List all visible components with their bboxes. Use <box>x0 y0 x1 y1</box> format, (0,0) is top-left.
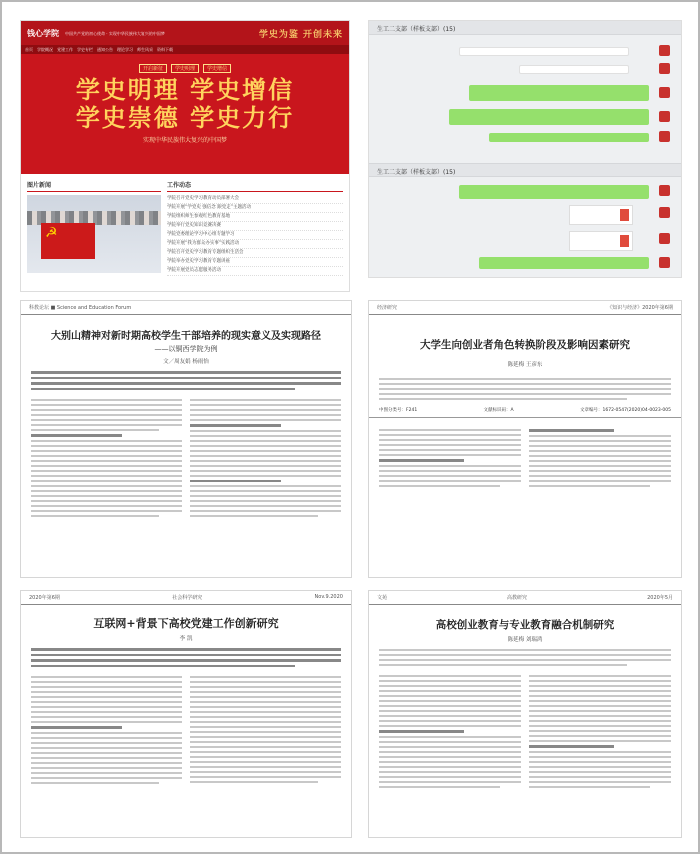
paper-1-title: 大别山精神对新时期高校学生干部培养的现实意义及实现路径 <box>51 331 321 342</box>
avatar-icon <box>659 63 670 74</box>
chat-bubble <box>479 257 649 269</box>
avatar-icon <box>659 131 670 142</box>
news-list <box>167 195 343 276</box>
avatar-icon <box>659 207 670 218</box>
banner-line-1: 学史明理 学史增信 <box>75 75 295 104</box>
work-news-title: 工作动态 <box>167 180 343 192</box>
banner-tag: 开启新征 <box>139 64 167 73</box>
avatar-icon <box>659 257 670 268</box>
paper-3-date: Nov.9.2020 <box>314 594 343 600</box>
chat-screenshot <box>368 20 682 278</box>
paper-4-body <box>369 672 681 791</box>
paper-3-body <box>21 673 351 787</box>
banner-tags <box>35 64 335 73</box>
paper-4-authors: 陈延梅 刘瑞鸿 <box>507 637 543 643</box>
nav-item[interactable]: 师生风采 <box>137 46 153 52</box>
paper-1 <box>20 300 352 578</box>
paper-1-header <box>21 301 351 315</box>
news-item[interactable]: 学院开展党员志愿服务活动 <box>167 267 343 276</box>
news-item[interactable]: 学院召开党史学习教育专题组织生活会 <box>167 249 343 258</box>
paper-4-date: 2020年5月 <box>647 595 673 601</box>
banner-line-2: 学史崇德 学史力行 <box>75 103 295 132</box>
file-attachment-icon[interactable] <box>569 231 633 251</box>
nav-item[interactable]: 党建工作 <box>57 46 73 52</box>
paper-1-authors: 文／周友娟 杨雨怡 <box>163 359 209 365</box>
paper-3 <box>20 590 352 838</box>
nav-item[interactable]: 资料下载 <box>157 46 173 52</box>
file-attachment-icon[interactable] <box>569 205 633 225</box>
avatar-icon <box>659 87 670 98</box>
nav-item[interactable]: 理论学习 <box>117 46 133 52</box>
paper-2-clc: 中图分类号：F241 <box>379 408 418 413</box>
paper-3-issue: 2020年第6期 <box>29 595 60 601</box>
news-item[interactable]: 学院党委理论学习中心组专题学习 <box>167 231 343 240</box>
avatar-icon <box>659 233 670 244</box>
website-screenshot <box>20 20 350 292</box>
header-slogan: 学史为鉴 开创未来 <box>258 29 343 40</box>
avatar-icon <box>659 185 670 196</box>
paper-2-doc-code: 文献标识码：A <box>483 408 514 413</box>
nav-item[interactable]: 学院概况 <box>37 46 53 52</box>
nav-item[interactable]: 学史专栏 <box>77 46 93 52</box>
chat-header: 生工二支部（样板支部）(15) <box>369 163 681 177</box>
banner <box>21 54 349 174</box>
paper-2-body <box>369 426 681 490</box>
avatar-icon <box>659 111 670 122</box>
paper-3-header <box>21 591 351 605</box>
paper-1-body <box>21 396 351 520</box>
paper-1-journal: 科教论坛 ■ Science and Education Forum <box>29 305 132 311</box>
paper-2-abstract <box>369 378 681 400</box>
paper-3-journal: 社会科学研究 <box>172 595 203 601</box>
avatar-icon <box>659 45 670 56</box>
college-logo: 钱心学院 <box>27 27 59 38</box>
paper-3-authors: 李 凯 <box>179 636 193 642</box>
chat-bubble <box>459 47 629 56</box>
banner-tag: 学史明理 <box>171 64 199 73</box>
party-flag-icon <box>41 223 95 259</box>
paper-2 <box>368 300 682 578</box>
chat-bubble <box>519 65 629 74</box>
paper-4-header <box>369 591 681 605</box>
paper-2-header <box>369 301 681 315</box>
chat-bubble <box>449 109 649 125</box>
chat-bubble <box>489 133 649 142</box>
header-subtitle: 中国共产党的初心使命 · 实现中华民族伟大复兴的中国梦 <box>65 30 165 36</box>
paper-4-abstract <box>369 649 681 666</box>
nav-item[interactable]: 首页 <box>25 46 33 52</box>
paper-2-section: 经济研究 <box>377 305 398 311</box>
news-item[interactable]: 学院召开党史学习教育动员部署大会 <box>167 195 343 204</box>
banner-tag: 学史增信 <box>203 64 231 73</box>
website-nav <box>21 45 349 54</box>
paper-4 <box>368 590 682 838</box>
chat-bubble <box>469 85 649 101</box>
news-item[interactable]: 学院开展“我为群众办实事”实践活动 <box>167 240 343 249</box>
paper-2-authors: 陈延梅 王彦东 <box>507 362 543 368</box>
chat-bubble <box>459 185 649 199</box>
paper-4-section: 文苑 <box>377 595 388 601</box>
paper-3-abstract <box>21 648 351 667</box>
photo-news-title: 图片新闻 <box>27 180 161 192</box>
paper-1-subtitle: ——以铜西学院为例 <box>154 345 218 353</box>
paper-4-title: 高校创业教育与专业教育融合机制研究 <box>435 619 615 631</box>
website-content <box>21 174 349 276</box>
work-news <box>167 180 343 276</box>
news-item[interactable]: 学院组织师生参观红色教育基地 <box>167 213 343 222</box>
news-item[interactable]: 学院举办党史学习教育专题讲座 <box>167 258 343 267</box>
website-header <box>21 21 349 45</box>
paper-4-journal: 高教研究 <box>507 595 528 601</box>
paper-3-title: 互联网+背景下高校党建工作创新研究 <box>93 617 279 630</box>
news-item[interactable]: 学院开展“学党史 强信念 跟党走”主题活动 <box>167 204 343 213</box>
nav-item[interactable]: 通知公告 <box>97 46 113 52</box>
chat-header: 生工二支部（样板支部）(15) <box>369 21 681 35</box>
banner-footer: 实现中华民族伟大复兴的中国梦 <box>142 137 227 144</box>
news-photo[interactable] <box>27 195 161 273</box>
paper-2-classification <box>369 403 681 418</box>
news-item[interactable]: 学院举行党史知识竞赛决赛 <box>167 222 343 231</box>
paper-1-abstract <box>21 371 351 390</box>
paper-2-title: 大学生向创业者角色转换阶段及影响因素研究 <box>420 339 630 351</box>
photo-news <box>27 180 161 276</box>
paper-2-article-no: 文章编号：1672-0547(2020)04-0023-005 <box>579 408 671 413</box>
paper-2-journal: 《知识与经济》2020年第6期 <box>607 305 673 311</box>
